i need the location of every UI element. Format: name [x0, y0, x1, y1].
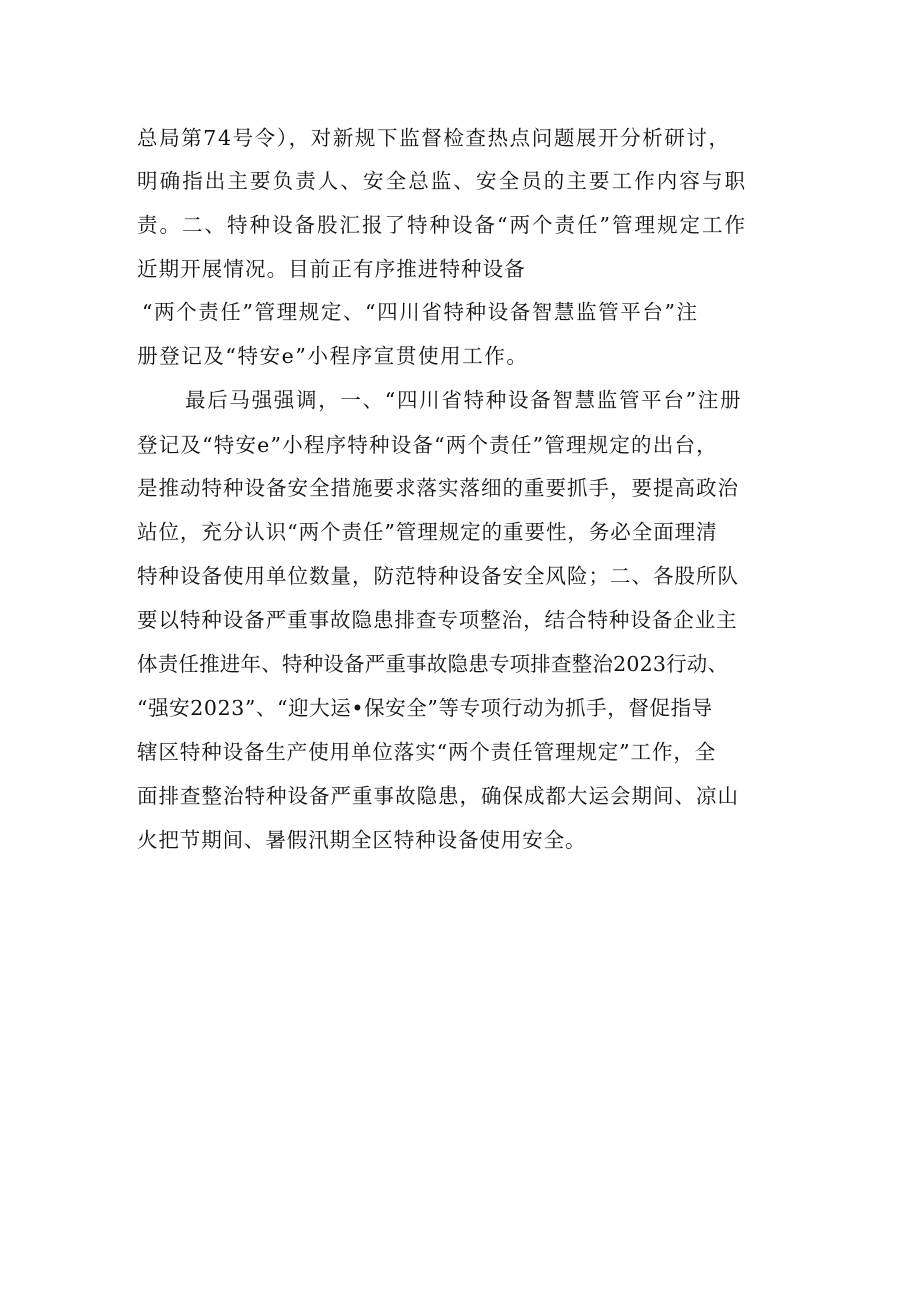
- paragraph-2-line-9: 辖区特种设备生产使用单位落实“两个责任管理规定”工作，全: [137, 740, 717, 764]
- paragraph-2-line-5: 特种设备使用单位数量，防范特种设备安全风险；二、各股所队: [137, 564, 739, 588]
- paragraph-2-line-4: 站位，充分认识“两个责任”管理规定的重要性，务必全面理清: [137, 520, 718, 544]
- paragraph-1-line-4: 近期开展情况。目前正有序推进特种设备: [137, 257, 526, 281]
- paragraph-1-line-1: 总局第74号令），对新规下监督检查热点问题展开分析研讨，: [137, 126, 731, 150]
- paragraph-1-line-2: 明确指出主要负责人、安全总监、安全员的主要工作内容与职: [137, 169, 748, 193]
- paragraph-1-line-3: 责。二、特种设备股汇报了特种设备“两个责任”管理规定工作: [137, 213, 747, 237]
- paragraph-2-line-2: 登记及“特安e”小程序特种设备“两个责任”管理规定的出台，: [137, 433, 718, 457]
- paragraph-2-line-7: 体责任推进年、特种设备严重事故隐患专项排查整治2023行动、: [137, 652, 729, 676]
- paragraph-1-line-6: 册登记及“特安e”小程序宣贯使用工作。: [137, 344, 529, 368]
- paragraph-2-line-3: 是推动特种设备安全措施要求落实落细的重要抓手，要提高政治: [137, 476, 739, 500]
- paragraph-2-line-6: 要以特种设备严重事故隐患排查专项整治，结合特种设备企业主: [137, 608, 738, 632]
- paragraph-2-line-1: 最后马强强调，一、“四川省特种设备智慧监管平台”注册: [185, 388, 743, 412]
- paragraph-2-line-8: “强安2023”、“迎大运•保安全”等专项行动为抓手，督促指导: [137, 696, 713, 720]
- paragraph-1-line-5: “两个责任”管理规定、“四川省特种设备智慧监管平台”注: [142, 300, 699, 324]
- paragraph-2-line-11: 火把节期间、暑假汛期全区特种设备使用安全。: [137, 828, 587, 852]
- paragraph-2-line-10: 面排查整治特种设备严重事故隐患，确保成都大运会期间、凉山: [137, 784, 739, 808]
